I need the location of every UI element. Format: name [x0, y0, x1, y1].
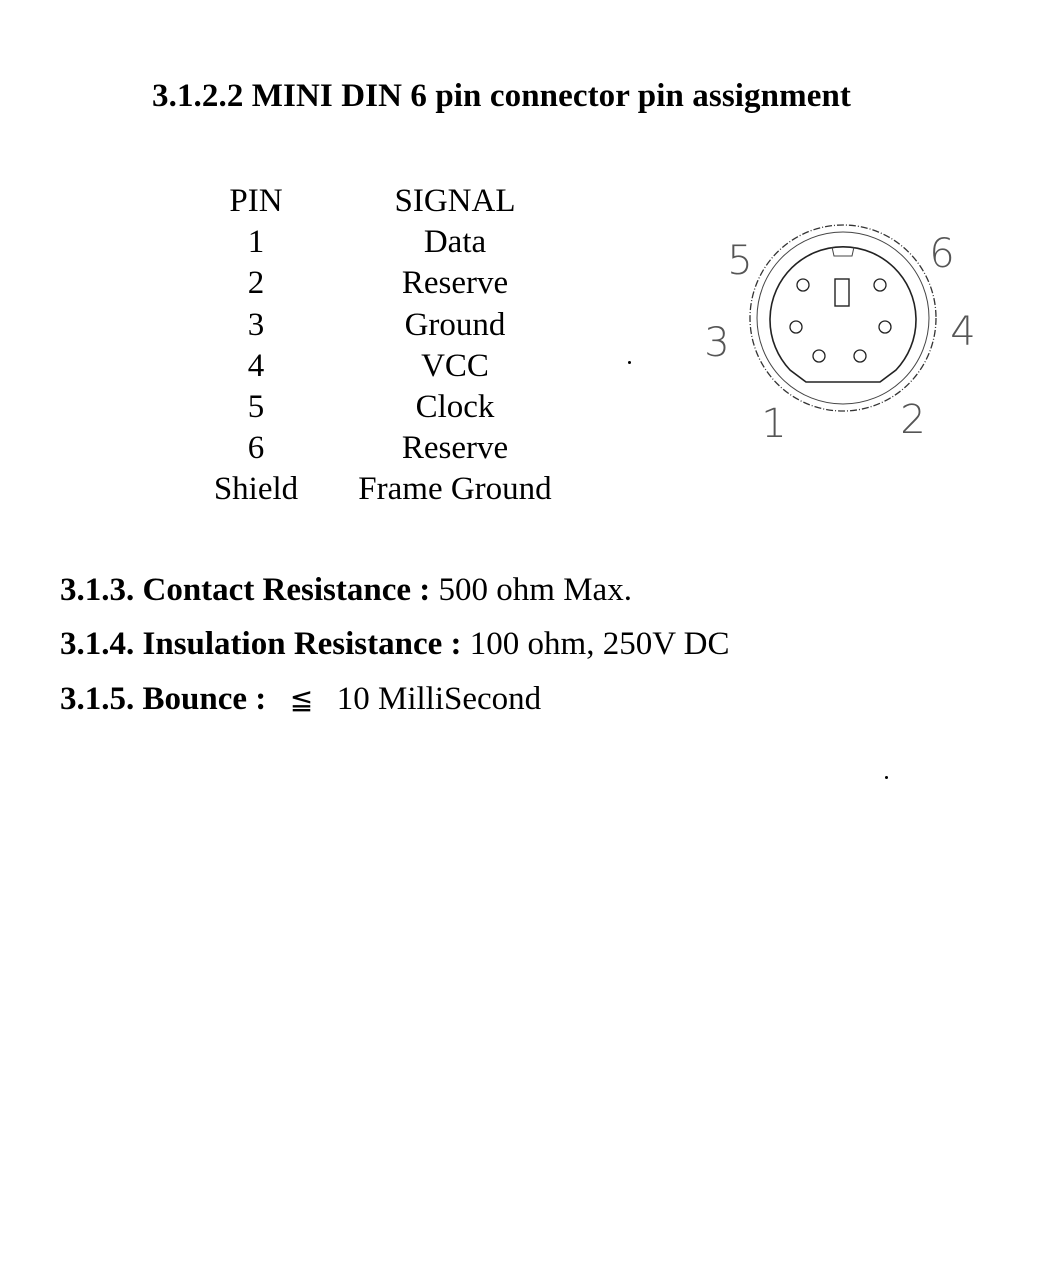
pin-hole-3: [790, 321, 802, 333]
pin-number: 4: [247, 347, 265, 384]
connector-insulator: [770, 247, 916, 382]
pin-number: 2: [247, 265, 265, 302]
pin-label-5: 5: [727, 238, 753, 284]
spec-label: 3.1.5. Bounce :: [60, 681, 267, 717]
connector-shield-outer-ring: [750, 225, 936, 411]
pin-signal: Reserve: [401, 265, 509, 302]
less-equal-symbol: ≦: [289, 683, 314, 716]
pin-label-1: 1: [761, 401, 787, 447]
pin-signal: Clock: [415, 388, 495, 425]
spec-value: 10 MilliSecond: [336, 681, 542, 717]
pin-hole-6: [874, 279, 886, 291]
bounce-spec: [60, 681, 541, 718]
pin-label-3: 3: [704, 320, 730, 366]
scan-speck: [885, 776, 888, 779]
pin-hole-5: [797, 279, 809, 291]
pin-label-2: 2: [900, 397, 926, 443]
pin-label-4: 4: [950, 309, 976, 355]
pin-label-6: 6: [929, 231, 955, 277]
pin-number: 6: [247, 430, 265, 467]
signal-column-header: SIGNAL: [394, 183, 516, 219]
pin-hole-2: [854, 350, 866, 362]
pin-column-header: PIN: [229, 183, 283, 219]
pin-signal: Ground: [404, 306, 506, 343]
contact-resistance-spec: [60, 572, 632, 609]
spec-value: 500 ohm Max.: [438, 572, 632, 608]
spec-value: 100 ohm, 250V DC: [469, 626, 730, 662]
pin-number: 3: [247, 306, 265, 343]
scan-speck: [628, 361, 631, 364]
mini-din-connector-diagram: [690, 218, 990, 448]
pin-signal: Frame Ground: [358, 471, 552, 508]
center-key-pin: [835, 279, 849, 306]
pin-hole-4: [879, 321, 891, 333]
pin-number: Shield: [213, 471, 299, 508]
insulation-resistance-spec: [60, 626, 730, 663]
section-heading: 3.1.2.2 MINI DIN 6 pin connector pin assignment: [152, 78, 851, 114]
pin-signal: Data: [423, 224, 487, 261]
pin-signal: Reserve: [401, 430, 509, 467]
pin-signal: VCC: [421, 347, 489, 384]
key-notch: [832, 247, 854, 256]
connector-shield-inner-ring: [757, 232, 929, 404]
spec-label: 3.1.4. Insulation Resistance :: [60, 626, 462, 662]
pin-hole-1: [813, 350, 825, 362]
pin-number: 5: [247, 388, 265, 425]
pin-number: 1: [247, 224, 265, 261]
spec-label: 3.1.3. Contact Resistance :: [60, 572, 431, 608]
